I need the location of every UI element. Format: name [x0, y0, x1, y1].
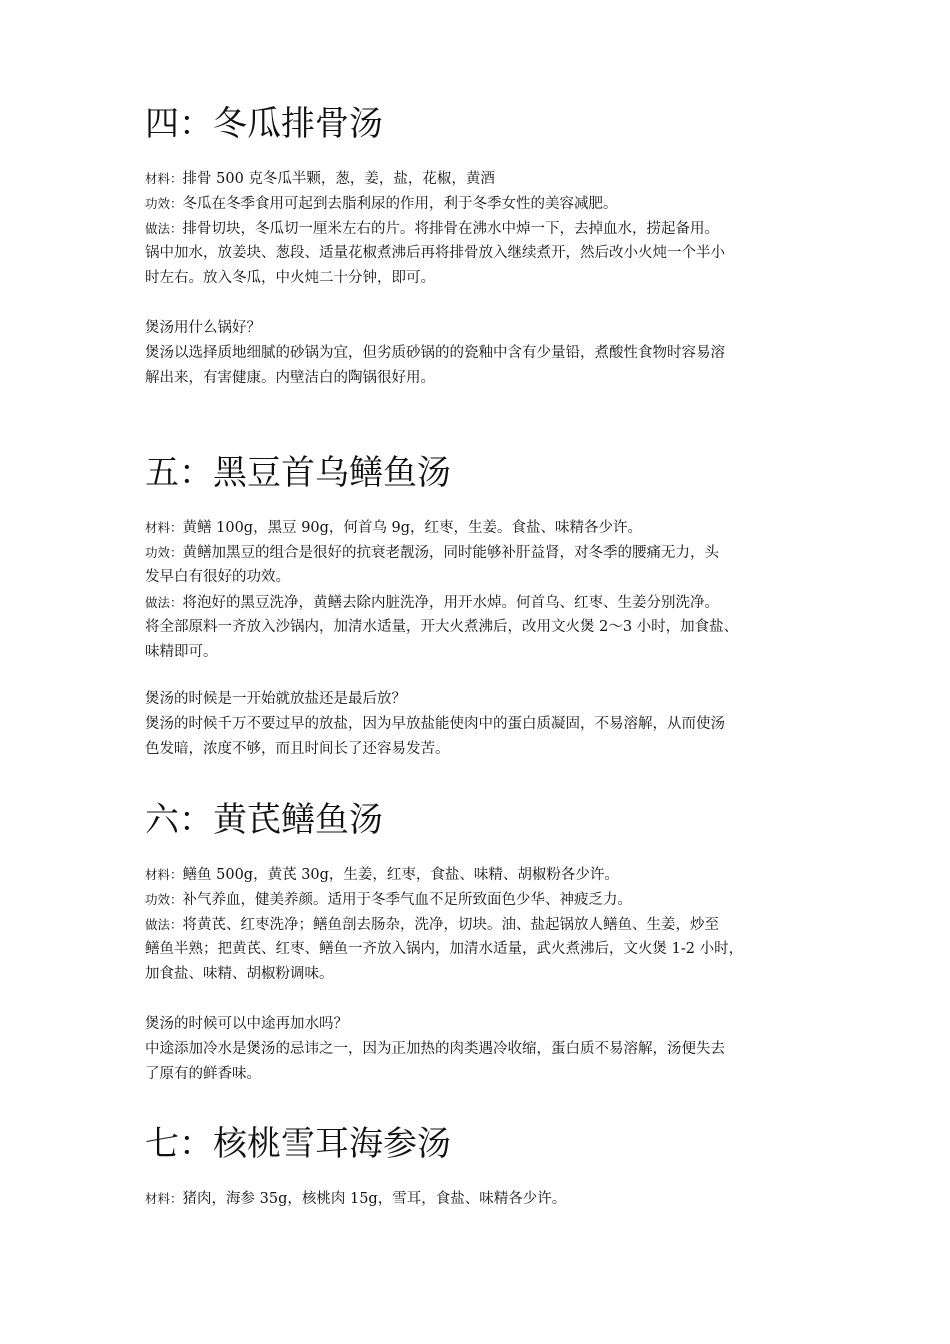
materials-label: 材料： [145, 520, 183, 535]
method-label: 做法： [145, 917, 183, 932]
tip-answer: 中途添加冷水是煲汤的忌讳之一，因为正加热的肉类遇冷收缩，蛋白质不易溶解，汤便失去 [145, 1041, 725, 1057]
materials-line [145, 515, 815, 540]
materials-label: 材料： [145, 867, 183, 882]
tip-block [145, 687, 815, 762]
method-label: 做法： [145, 595, 183, 610]
recipe-section-7 [145, 1124, 815, 1207]
effect-text: 冬瓜在冬季食用可起到去脂利尿的作用，利于冬季女性的美容减肥。 [182, 196, 618, 212]
section-title: 五：黑豆首乌鳝鱼汤 [145, 453, 451, 493]
tip-answer: 煲汤以选择质地细腻的砂锅为宜，但劣质砂锅的的瓷釉中含有少量铅，煮酸性食物时容易溶 [145, 345, 725, 361]
effect-continuation: 发早白有很好的功效。 [145, 569, 290, 585]
tip-answer: 了原有的鲜香味。 [145, 1066, 261, 1082]
effect-line [145, 540, 815, 565]
tip-question: 煲汤用什么锅好？ [145, 320, 261, 336]
effect-text: 黄鳝加黑豆的组合是很好的抗衰老靓汤，同时能够补肝益肾，对冬季的腰痛无力，头 [182, 545, 720, 561]
tip-answer: 解出来，有害健康。内壁洁白的陶锅很好用。 [145, 370, 435, 386]
recipe-section-4 [145, 104, 815, 386]
materials-text: 猪肉，海参 35g，核桃肉 15g，雪耳，食盐、味精各少许。 [182, 1191, 567, 1207]
effect-label: 功效： [145, 545, 183, 560]
effect-text: 补气养血，健美养颜。适用于冬季气血不足所致面色少华、神疲乏力。 [182, 892, 633, 908]
effect-label: 功效： [145, 892, 183, 907]
recipe-body [145, 862, 815, 987]
method-continuation: 味精即可。 [145, 644, 218, 660]
materials-line [145, 1186, 815, 1211]
recipe-body [145, 166, 815, 291]
recipe-body [145, 1186, 815, 1211]
materials-line [145, 166, 815, 191]
method-label: 做法： [145, 221, 183, 236]
method-continuation: 锅中加水，放姜块、葱段、适量花椒煮沸后再将排骨放入继续煮开，然后改小火炖一个半小 [145, 245, 725, 261]
tip-answer: 煲汤的时候千万不要过早的放盐，因为早放盐能使肉中的蛋白质凝固，不易溶解，从而使汤 [145, 716, 725, 732]
method-line [145, 590, 815, 615]
materials-label: 材料： [145, 1191, 183, 1206]
effect-line [145, 191, 815, 216]
method-continuation: 加食盐、味精、胡椒粉调味。 [145, 966, 334, 982]
materials-label: 材料： [145, 171, 183, 186]
effect-label: 功效： [145, 196, 183, 211]
tip-answer: 色发暗，浓度不够，而且时间长了还容易发苦。 [145, 741, 450, 757]
tip-block [145, 316, 815, 391]
method-text: 将黄芪、红枣洗净；鳝鱼剖去肠杂，洗净，切块。油、盐起锅放人鳝鱼、生姜，炒至 [182, 917, 720, 933]
tip-question: 煲汤的时候可以中途再加水吗？ [145, 1016, 348, 1032]
materials-text: 黄鳝 100g，黑豆 90g，何首乌 9g，红枣，生姜。食盐、味精各少许。 [182, 520, 643, 536]
method-line [145, 216, 815, 241]
section-title: 六：黄芪鳝鱼汤 [145, 800, 383, 840]
section-title: 七：核桃雪耳海参汤 [145, 1124, 451, 1164]
effect-line [145, 887, 815, 912]
method-continuation: 时左右。放入冬瓜，中火炖二十分钟，即可。 [145, 270, 435, 286]
method-line [145, 912, 815, 937]
method-text: 排骨切块，冬瓜切一厘米左右的片。将排骨在沸水中焯一下，去掉血水，捞起备用。 [182, 221, 720, 237]
materials-line [145, 862, 815, 887]
tip-block [145, 1012, 815, 1087]
method-continuation: 将全部原料一齐放入沙锅内，加清水适量，开大火煮沸后，改用文火煲 2～3 小时，加食盐、 [145, 619, 739, 635]
tip-question: 煲汤的时候是一开始就放盐还是最后放？ [145, 691, 406, 707]
method-continuation: 鳝鱼半熟；把黄芪、红枣、鳝鱼一齐放入锅内，加清水适量，武火煮沸后，文火煲 1-2 小时， [145, 941, 744, 957]
method-text: 将泡好的黑豆洗净，黄鳝去除内脏洗净，用开水焯。何首乌、红枣、生姜分别洗净。 [182, 595, 720, 611]
section-title: 四：冬瓜排骨汤 [145, 104, 383, 144]
recipe-section-5 [145, 453, 815, 757]
materials-text: 排骨 500 克冬瓜半颗，葱，姜，盐，花椒，黄酒 [182, 171, 495, 187]
recipe-section-6 [145, 800, 815, 1082]
recipe-body [145, 515, 815, 665]
materials-text: 鳝鱼 500g，黄芪 30g，生姜，红枣，食盐、味精、胡椒粉各少许。 [182, 867, 619, 883]
